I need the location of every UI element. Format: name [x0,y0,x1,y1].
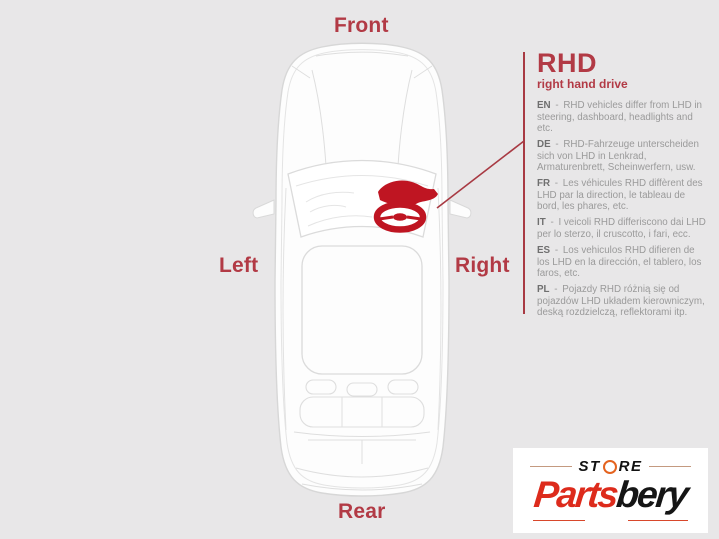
lang-entry-fr [537,178,709,213]
roof-panel [302,246,422,374]
lang-entry-es [537,245,709,280]
car-top-view-diagram [250,40,474,500]
lang-code: ES [537,245,551,257]
store-st: ST [578,458,601,475]
left-mirror [253,200,274,218]
lang-code: EN [537,100,551,111]
store-wordmark [578,458,642,475]
code-separator: - [554,178,559,190]
code-separator: - [555,139,559,151]
brand-bery: bery [614,474,690,515]
right-label: Right [455,254,510,277]
store-re: RE [618,458,643,475]
rhd-title: RHD [537,48,597,78]
code-separator: - [554,284,558,296]
lang-code: DE [537,139,551,151]
rear-seats [300,380,424,427]
lang-text: Los vehiculos RHD difieren de los LHD en la dirección, el tablero, los faros, etc. [537,245,702,280]
store-left-line [530,466,572,468]
lang-entry-it [537,217,709,240]
front-label: Front [334,14,389,37]
right-mirror [450,200,471,218]
lang-text: RHD vehicles differ from LHD in steering, dashboard, headlights and etc. [537,100,703,135]
store-right-line [649,466,691,468]
lang-entry-pl [537,284,709,319]
store-o-ring-icon [603,460,617,474]
brand-underline-right [628,520,688,522]
code-separator: - [554,245,559,257]
rhd-subtitle: right hand drive [537,77,628,91]
lang-entry-de [537,139,709,174]
lang-entry-en [537,100,709,135]
rear-label: Rear [338,500,386,523]
rhd-info-panel [523,48,709,319]
lang-text: I veicoli RHD differiscono dai LHD per lo sterzo, il cruscotto, i fari, ecc. [537,217,706,240]
partsbery-logo [513,448,708,533]
lang-text: RHD-Fahrzeuge unterscheiden sich von LHD in Lenkrad, Armaturenbrett, Scheinwerfern, usw. [537,139,699,174]
lang-code: IT [537,217,546,229]
brand-parts: Parts [531,474,619,515]
code-separator: - [555,100,559,111]
lang-code: FR [537,178,551,190]
brand-underline-left [533,520,585,522]
lang-code: PL [537,284,550,296]
left-label: Left [219,254,259,277]
brand-wordmark [511,476,710,513]
brand-underlines [513,520,708,522]
lang-text: Pojazdy RHD różnią się od pojazdów LHD układem kierowniczym, deską rozdzielczą, reflektorami itp. [537,284,705,319]
lang-text: Les véhicules RHD diffèrent des LHD par la direction, le tableau de bord, les phares, etc. [537,178,703,213]
code-separator: - [550,217,554,229]
store-row [513,458,708,475]
